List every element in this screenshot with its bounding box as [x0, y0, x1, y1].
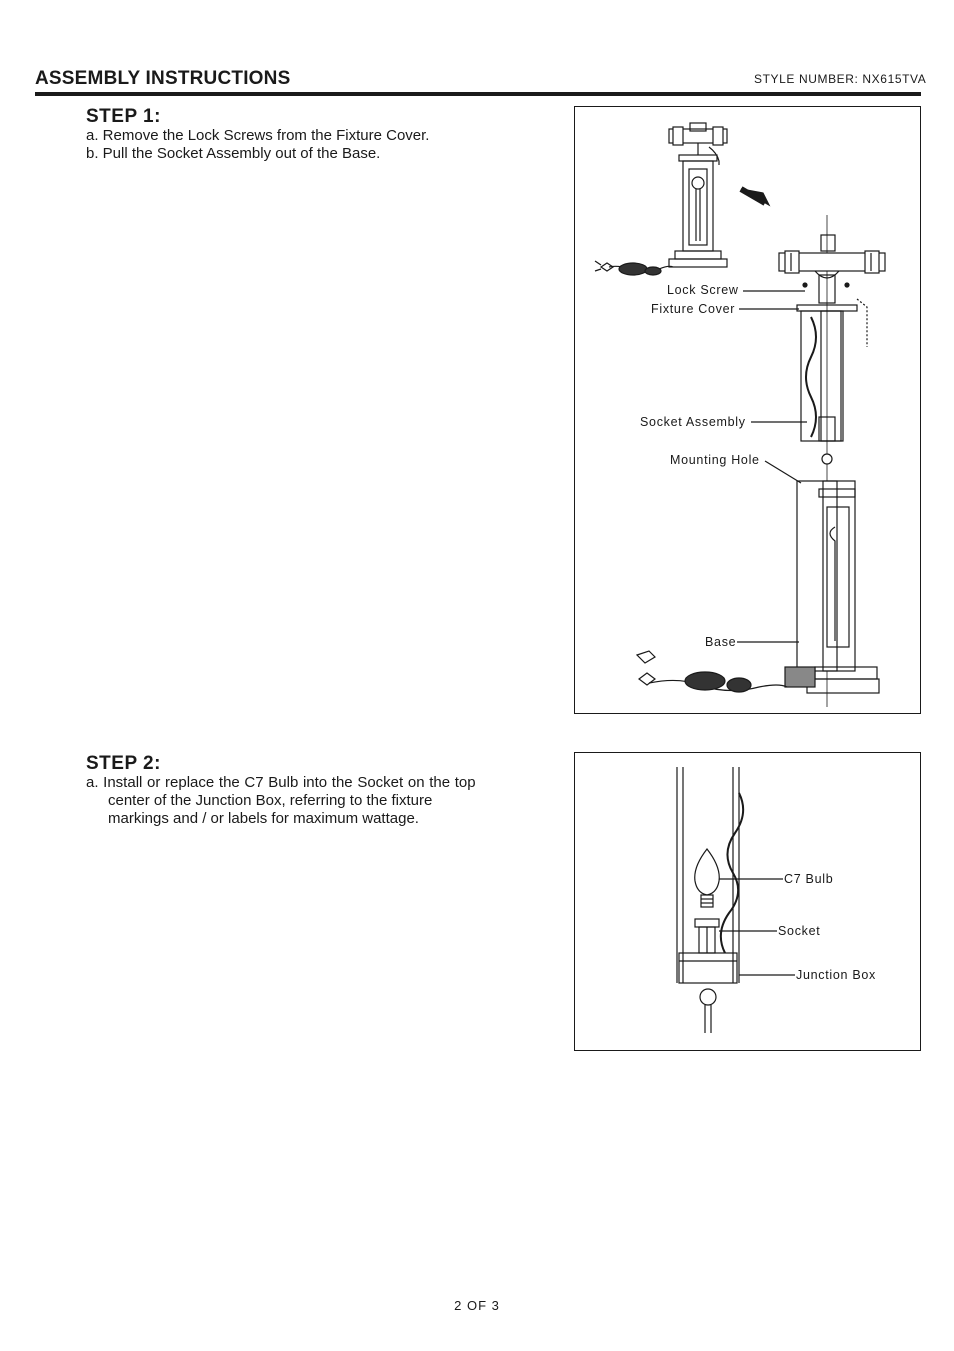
label-fixture-cover: Fixture Cover [651, 302, 736, 316]
step1-illustration [575, 107, 922, 715]
step1-line-a: a. Remove the Lock Screws from the Fixture Cover. [86, 127, 430, 144]
small-plug-drawing [595, 261, 673, 275]
style-number: STYLE NUMBER: NX615TVA [754, 72, 927, 86]
step2-figure [574, 752, 921, 1051]
base-drawing [785, 481, 879, 693]
label-c7-bulb: C7 Bulb [784, 872, 834, 886]
step1-title: STEP 1: [86, 106, 161, 127]
page-title: ASSEMBLY INSTRUCTIONS [35, 68, 291, 89]
step1-figure [574, 106, 921, 714]
label-lock-screw: Lock Screw [667, 283, 739, 297]
large-plug-drawing [637, 651, 787, 692]
junction-box-drawing [679, 953, 737, 1033]
label-mounting-hole: Mounting Hole [670, 453, 760, 467]
step2-line-1: a. Install or replace the C7 Bulb into the Socket on the top [86, 774, 476, 791]
label-base: Base [705, 635, 737, 649]
label-socket: Socket [778, 924, 821, 938]
step2-line-3: markings and / or labels for maximum wattage. [108, 810, 419, 827]
page-number: 2 OF 3 [454, 1298, 500, 1313]
small-lamp-drawing [669, 123, 727, 267]
socket-drawing [695, 919, 719, 953]
step2-title: STEP 2: [86, 753, 161, 774]
socket-assembly-drawing [779, 235, 885, 464]
header-rule [35, 92, 921, 96]
label-socket-assembly: Socket Assembly [640, 415, 746, 429]
step2-illustration [575, 753, 922, 1052]
c7-bulb-drawing [695, 849, 720, 907]
step2-line-2: center of the Junction Box, referring to the fixture [108, 792, 433, 809]
label-junction-box: Junction Box [796, 968, 876, 982]
step1-line-b: b. Pull the Socket Assembly out of the Base. [86, 145, 381, 162]
